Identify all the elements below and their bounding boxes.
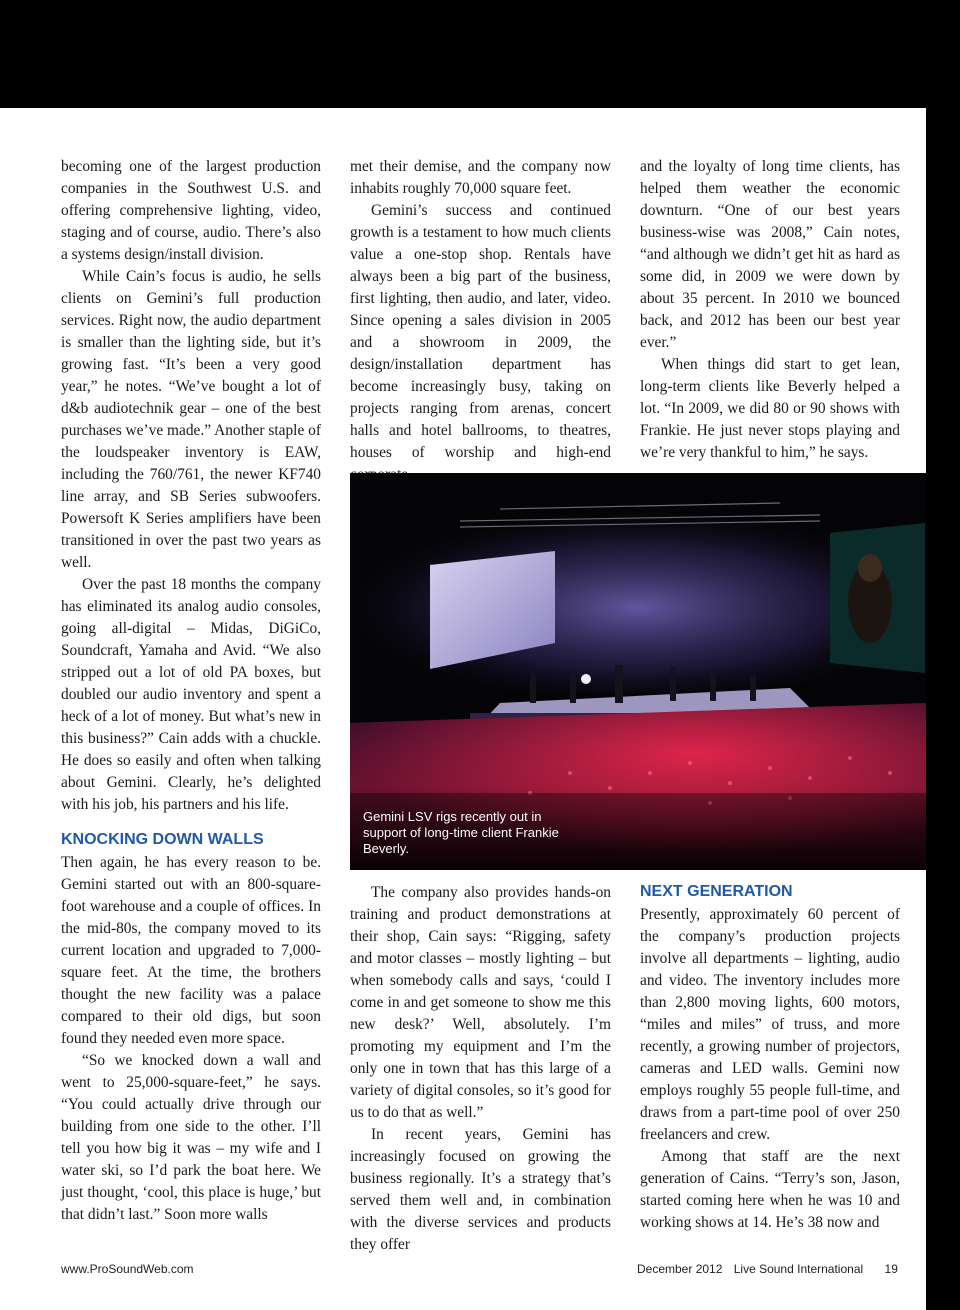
footer-website: www.ProSoundWeb.com xyxy=(61,1262,194,1276)
paragraph: In recent years, Gemini has increasingly focused on growing the business regionally. It’s a strategy that’s served them well and, in combination with the diverse services and products they offer xyxy=(350,1126,611,1253)
right-black-band xyxy=(926,108,960,1310)
paragraph: Presently, approximately 60 percent of the company’s production projects involve all departments – lighting, audio and video. The inventory includes more than 2,800 moving lights, 600 motors, “miles and miles” of truss, and more recently, a growing number of projectors, cameras and LED walls. Gemini now employs roughly 55 people full-time, and draws from a part-time pool of over 250 freelancers and crew. xyxy=(640,906,900,1143)
footer-date: December 2012 xyxy=(637,1262,723,1276)
footer-publication: Live Sound International xyxy=(733,1262,864,1276)
article-column-3 xyxy=(640,156,900,464)
footer-right xyxy=(637,1262,899,1276)
paragraph: met their demise, and the company now inhabits roughly 70,000 square feet. xyxy=(350,158,611,197)
article-column-1 xyxy=(61,156,321,1226)
article-column-3-lower xyxy=(640,882,900,1234)
paragraph: Over the past 18 months the company has eliminated its analog audio consoles, going all-digital – Midas, DiGiCo, Soundcraft, Yamaha and Avid. “We also stripped out a lot of old PA boxes, but doubled our audio inventory and spent a heck of a lot of money. But what’s new in this business?” Cain adds with a chuckle. He does so easily and often when talking about Gemini. Clearly, he’s delighted with his job, his partners and his life. xyxy=(61,576,321,813)
article-column-2-lower xyxy=(350,882,611,1256)
section-heading: NEXT GENERATION xyxy=(640,883,793,900)
paragraph: While Cain’s focus is audio, he sells clients on Gemini’s full production services. Right now, the audio department is smaller than the lighting side, but it’s growing fast. “It’s been a very good year,” he notes. “We’ve bought a lot of d&b audiotechnik gear – one of the best purchases we’ve made.” Another staple of the loudspeaker inventory is EAW, including the 760/761, the newer KF740 line array, and SB Series subwoofers. Powersoft K Series amplifiers have been transitioned in over the past two years as well. xyxy=(61,268,321,571)
paragraph: “So we knocked down a wall and went to 25,000-square-feet,” he says. “You could actually drive through our building from one side to the other. I’ll tell you how big it was – my wife and I water ski, so I’d park the boat here. We just thought, ‘cool, this place is huge,’ but that didn’t last.” Soon more walls xyxy=(61,1052,321,1223)
paragraph: Gemini’s success and continued growth is a testament to how much clients value a one-stop shop. Rentals have always been a big part of the business, first lighting, then audio, and later, video. Since opening a sales division in 2005 and a showroom in 2009, the design/installation department has become increasingly busy, taking on projects ranging from arenas, concert halls and hotel ballrooms, to theatres, houses of worship and high-end xyxy=(350,202,611,461)
top-black-band xyxy=(0,0,960,108)
photo-caption: Gemini LSV rigs recently out in support of long-time client Frankie Beverly. xyxy=(363,809,559,856)
section-heading: KNOCKING DOWN WALLS xyxy=(61,831,264,848)
page-number: 19 xyxy=(884,1262,898,1276)
paragraph: Then again, he has every reason to be. Gemini started out with an 800-square-foot warehouse and a couple of offices. In the mid-80s, the company moved to its current location and upgraded to 7,000-square feet. At the time, the brothers thought the new facility was a palace compared to their old digs, but soon found they needed even more space. xyxy=(61,854,321,1047)
paragraph: Among that staff are the next generation of Cains. “Terry’s son, Jason, started coming here when he was 10 and working shows at 14. He’s 38 now and xyxy=(640,1148,900,1231)
paragraph: When things did start to get lean, long-term clients like Beverly helped a lot. “In 2009, we did 80 or 90 shows with Frankie. He just never stops playing and we’re very thankful to him,” he says. xyxy=(640,356,900,461)
article-column-2 xyxy=(350,156,611,486)
paragraph: becoming one of the largest production companies in the Southwest U.S. and offering comprehensive lighting, video, staging and of course, audio. There’s also a systems design/install division. xyxy=(61,158,321,263)
paragraph: The company also provides hands-on training and product demonstrations at their shop, Cain says: “Rigging, safety and motor classes – mostly lighting – but when somebody calls and says, ‘could I come in and get someone to show me this new desk?’ Well, absolutely. I’m promoting my equipment and I’m the only one in town that has this large of a variety of digital consoles, so it’s good for us to do that as well.” xyxy=(350,884,611,1121)
paragraph: and the loyalty of long time clients, has helped them weather the economic downturn. “One of our best years business-wise was 2008,” Cain notes, “and although we didn’t get hit as hard as some did, in 2009 we were down by about 35 percent. In 2010 we bounced back, and 2012 has been our best year ever.” xyxy=(640,158,900,351)
